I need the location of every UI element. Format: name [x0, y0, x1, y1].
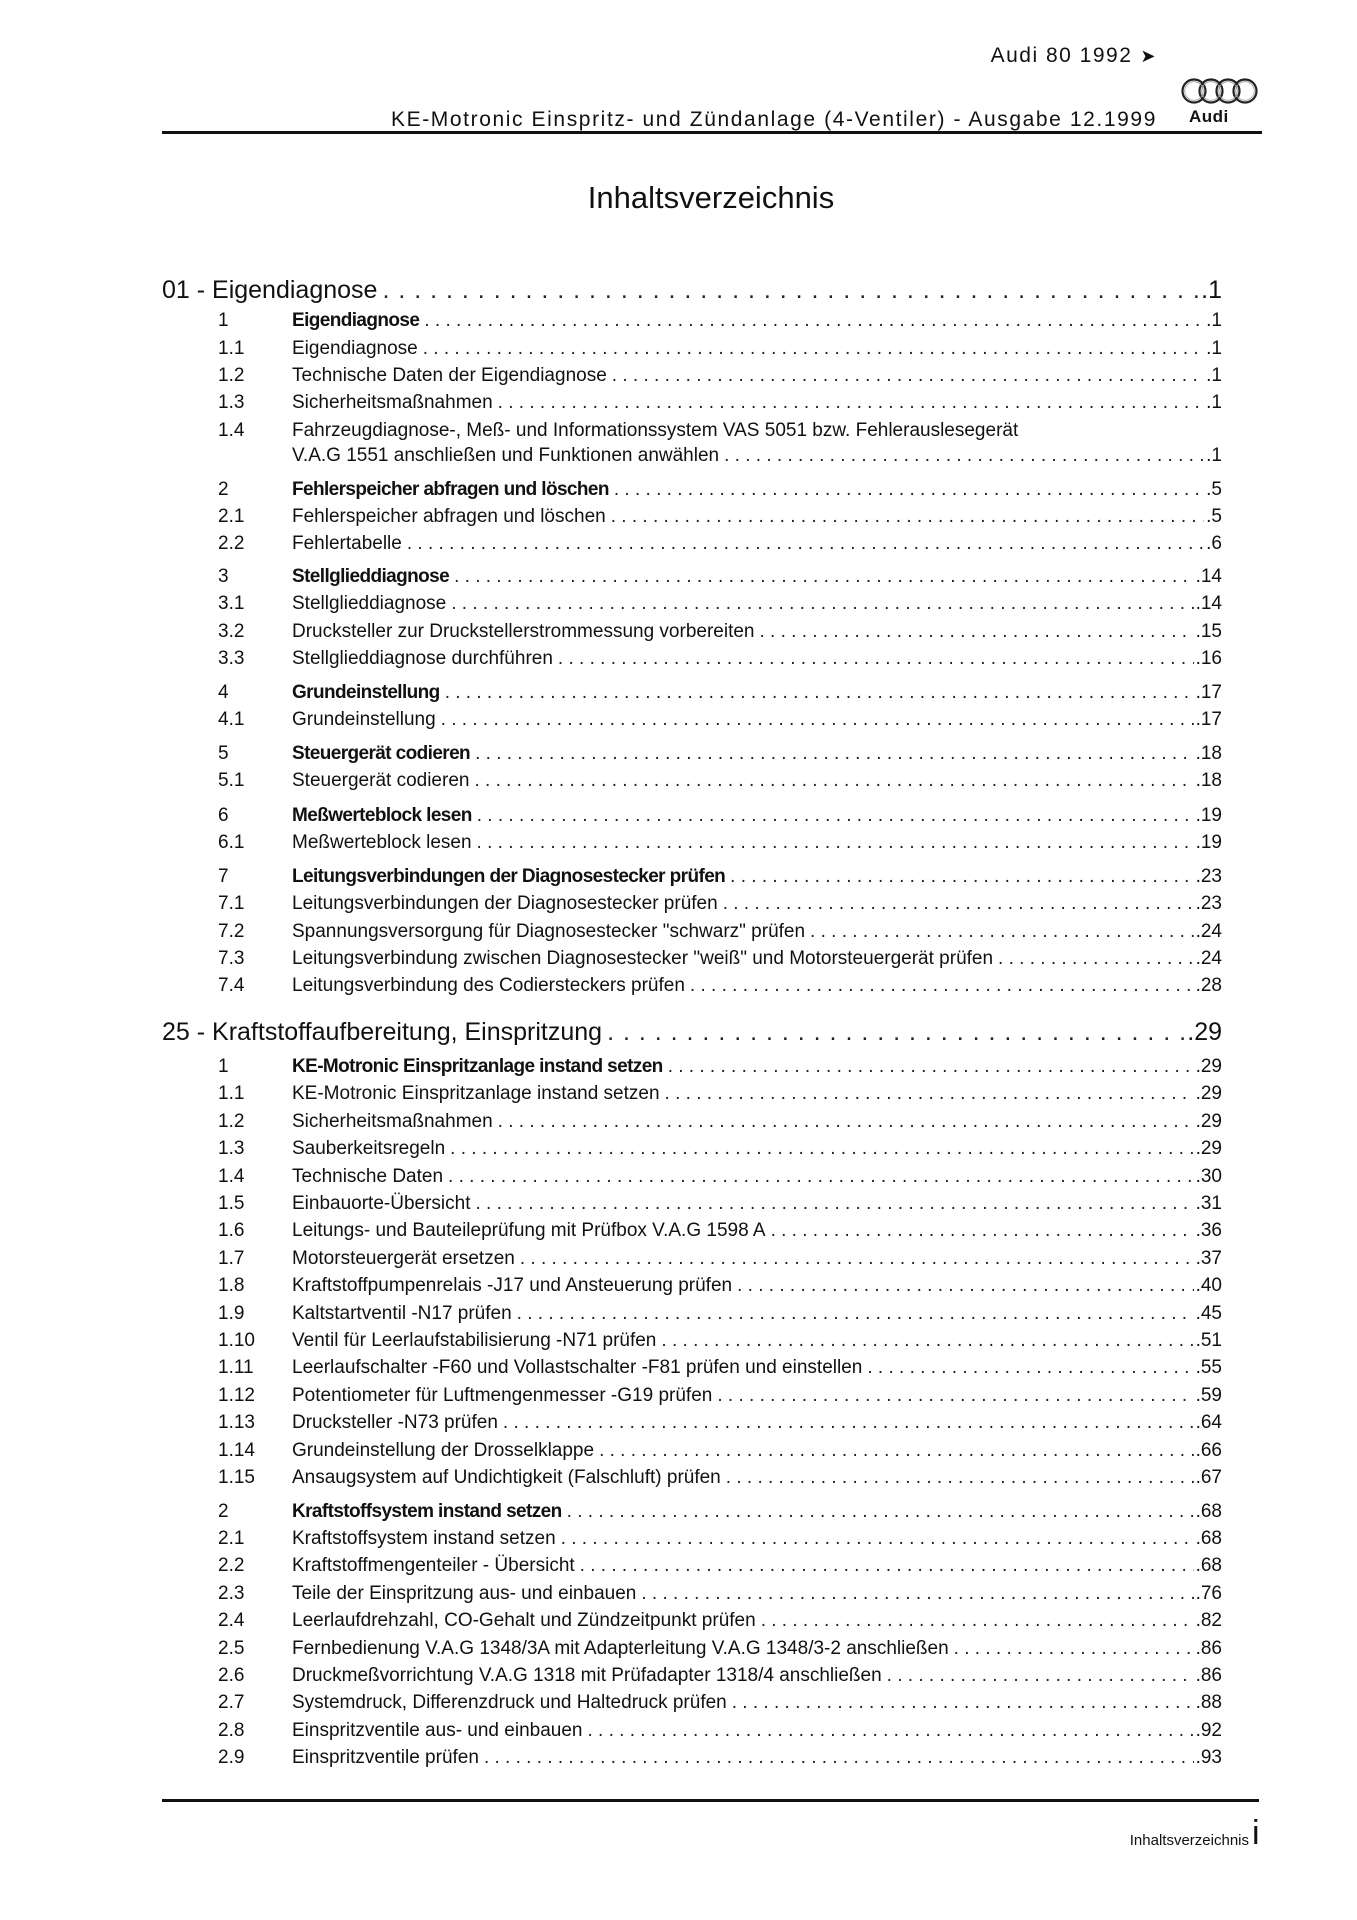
entry-number: 1.12 [218, 1385, 255, 1406]
brand-wordmark: Audi [1189, 107, 1229, 126]
page-number: .1 [1201, 276, 1222, 304]
dot-leader [558, 648, 1194, 670]
entry-title: Einspritzventile aus- und einbauen [292, 1720, 583, 1741]
entry-number: 7 [218, 866, 229, 887]
page-number: .86 [1195, 1638, 1222, 1659]
page-number: .68 [1195, 1501, 1222, 1522]
toc-section-heading[interactable] [162, 1018, 1222, 1047]
entry-number: 1.3 [218, 1138, 245, 1159]
toc-entry[interactable] [218, 1412, 1222, 1434]
entry-number: 1.4 [218, 1166, 245, 1187]
header-model [991, 44, 1157, 68]
entry-number: 2.7 [218, 1692, 245, 1713]
entry-title: Leitungsverbindung des Codiersteckers prüfen [292, 975, 685, 996]
entry-title: Ventil für Leerlaufstabilisierung -N71 prüfen [292, 1330, 657, 1351]
page-number: .66 [1195, 1440, 1222, 1461]
dot-leader [477, 832, 1194, 854]
dot-leader [737, 1275, 1193, 1297]
page-number: .82 [1195, 1610, 1222, 1631]
entry-number: 1.9 [218, 1303, 245, 1324]
dot-leader [475, 1193, 1193, 1215]
entry-number: 1 [218, 1056, 229, 1077]
toc-entry[interactable] [218, 392, 1222, 414]
toc-entry[interactable] [218, 1220, 1222, 1242]
page-number: .1 [1206, 392, 1222, 413]
dot-leader [723, 893, 1194, 915]
dot-leader [423, 338, 1204, 360]
dot-leader [717, 1385, 1193, 1407]
page-number: .16 [1195, 648, 1222, 669]
entry-number: 5 [218, 743, 229, 764]
entry-title: Technische Daten [292, 1166, 444, 1187]
entry-title: Kraftstoffsystem instand setzen [292, 1528, 556, 1549]
entry-title: Systemdruck, Differenzdruck und Haltedruck prüfen [292, 1692, 727, 1713]
entry-number: 2 [218, 1501, 229, 1522]
dot-leader [771, 1220, 1194, 1242]
toc-entry[interactable] [218, 921, 1222, 943]
dot-leader [998, 948, 1194, 970]
entry-title: Stellglieddiagnose [292, 593, 447, 614]
toc-entry[interactable] [218, 621, 1222, 643]
entry-number: 3 [218, 566, 229, 587]
entry-title: Drucksteller zur Druckstellerstrommessung vorbereiten [292, 621, 755, 642]
page-number: .29 [1195, 1083, 1222, 1104]
dot-leader [580, 1555, 1194, 1577]
toc-entry[interactable] [218, 1138, 1222, 1160]
toc-entry[interactable] [218, 1720, 1222, 1742]
page-number: .14 [1195, 593, 1222, 614]
entry-number: 1 [218, 310, 229, 331]
entry-title: Ansaugsystem auf Undichtigkeit (Falschluft) prüfen [292, 1467, 721, 1488]
toc-entry[interactable] [218, 709, 1222, 731]
toc-entry[interactable] [218, 1665, 1222, 1687]
entry-number: 1.13 [218, 1412, 255, 1433]
toc-chapter-entry[interactable] [218, 805, 1222, 827]
entry-number: 1.11 [218, 1357, 254, 1378]
entry-title: Drucksteller -N73 prüfen [292, 1412, 498, 1433]
toc-entry[interactable] [218, 1357, 1222, 1379]
entry-title: Leitungs- und Bauteileprüfung mit Prüfbox V.A.G 1598 A [292, 1220, 766, 1241]
toc-chapter-entry[interactable] [218, 743, 1222, 765]
entry-title: Technische Daten der Eigendiagnose [292, 365, 607, 386]
toc-entry[interactable] [218, 1166, 1222, 1188]
entry-number: 1.2 [218, 1111, 245, 1132]
entry-title: Teile der Einspritzung aus- und einbauen [292, 1583, 637, 1604]
entry-number: 2.1 [218, 1528, 245, 1549]
dot-leader [407, 533, 1204, 555]
entry-title: Fehlerspeicher abfragen und löschen [292, 506, 606, 527]
dot-leader [587, 1720, 1193, 1742]
toc-chapter-entry[interactable] [218, 682, 1222, 704]
toc-entry-continuation[interactable] [218, 445, 1222, 467]
page-number: .18 [1195, 743, 1222, 764]
toc-entry[interactable] [218, 1275, 1222, 1297]
entry-number: 2.4 [218, 1610, 245, 1631]
page-number: .5 [1206, 506, 1222, 527]
toc-entry[interactable] [218, 1303, 1222, 1325]
entry-number: 1.14 [218, 1440, 255, 1461]
toc-entry[interactable] [218, 420, 1222, 442]
toc-entry[interactable] [218, 1385, 1222, 1407]
dot-leader [448, 1166, 1194, 1188]
dot-leader [474, 770, 1193, 792]
toc-chapter-entry[interactable] [218, 566, 1222, 588]
arrow-right-icon: ➤ [1140, 46, 1157, 66]
entry-title: Leitungsverbindung zwischen Diagnosestecker "weiß" und Motorsteuergerät prüfen [292, 948, 994, 969]
toc-entry[interactable] [218, 506, 1222, 528]
dot-leader [484, 1747, 1194, 1769]
toc-entry[interactable] [218, 1610, 1222, 1632]
entry-number: 1.1 [218, 338, 245, 359]
entry-number: 2.1 [218, 506, 245, 527]
model-text: Audi 80 1992 [990, 44, 1133, 67]
page-number: .36 [1195, 1220, 1222, 1241]
page-number: .68 [1195, 1528, 1222, 1549]
toc-entry[interactable] [218, 1248, 1222, 1270]
entry-number: 7.4 [218, 975, 245, 996]
dot-leader [668, 1056, 1194, 1078]
dot-leader [724, 445, 1204, 467]
page-number: .30 [1195, 1166, 1222, 1187]
entry-title: Leitungsverbindungen der Diagnosestecker prüfen [292, 866, 726, 887]
toc-entry[interactable] [218, 948, 1222, 970]
audi-rings-icon [1180, 76, 1262, 106]
entry-title: Grundeinstellung [292, 709, 436, 730]
page-number: .51 [1195, 1330, 1222, 1351]
dot-leader [424, 310, 1204, 332]
toc-entry[interactable] [218, 975, 1222, 997]
page-number: .40 [1195, 1275, 1222, 1296]
page-number: .5 [1206, 479, 1222, 500]
page-number: .31 [1195, 1193, 1222, 1214]
page-number: .88 [1195, 1692, 1222, 1713]
entry-title: Leerlaufschalter -F60 und Vollastschalter -F81 prüfen und einstellen [292, 1357, 863, 1378]
page-number: .29 [1195, 1056, 1222, 1077]
entry-title: Kraftstoffmengenteiler - Übersicht [292, 1555, 575, 1576]
dot-leader [498, 392, 1204, 414]
entry-title: Leitungsverbindungen der Diagnosestecker prüfen [292, 893, 718, 914]
toc-chapter-entry[interactable] [218, 479, 1222, 501]
section-title: 01 - Eigendiagnose [162, 276, 378, 304]
header-subtitle: KE-Motronic Einspritz- und Zündanlage (4-Ventiler) - Ausgabe 12.1999 [390, 108, 1157, 131]
entry-title: Meßwerteblock lesen [292, 805, 472, 826]
page-number: .14 [1195, 566, 1222, 587]
dot-leader [867, 1357, 1193, 1379]
entry-title: Sicherheitsmaßnahmen [292, 1111, 493, 1132]
page-number: .23 [1195, 893, 1222, 914]
toc-entry[interactable] [218, 1330, 1222, 1352]
entry-title: Meßwerteblock lesen [292, 832, 472, 853]
entry-title: Fehlerspeicher abfragen und löschen [292, 479, 609, 500]
dot-leader [477, 805, 1194, 827]
dot-leader [726, 1467, 1194, 1489]
entry-title: Stellglieddiagnose durchführen [292, 648, 553, 669]
dot-leader [665, 1083, 1194, 1105]
toc-entry[interactable] [218, 770, 1222, 792]
entry-number: 1.7 [218, 1248, 245, 1269]
page-number: .68 [1195, 1555, 1222, 1576]
entry-number: 1.8 [218, 1275, 245, 1296]
entry-number: 1.2 [218, 365, 245, 386]
dot-leader [732, 1692, 1194, 1714]
header-divider [162, 131, 1262, 134]
entry-number: 1.1 [218, 1083, 245, 1104]
toc-chapter-entry[interactable] [218, 1056, 1222, 1078]
toc-entry[interactable] [218, 593, 1222, 615]
dot-leader [567, 1501, 1194, 1523]
toc-entry[interactable] [218, 1638, 1222, 1660]
entry-number: 7.2 [218, 921, 245, 942]
entry-title: Fahrzeugdiagnose-, Meß- und Informationssystem VAS 5051 bzw. Fehlerauslesegerät [292, 420, 1019, 441]
entry-title: Sauberkeitsregeln [292, 1138, 446, 1159]
toc-entry[interactable] [218, 533, 1222, 555]
entry-title: Steuergerät codieren [292, 770, 470, 791]
entry-title: Kaltstartventil -N17 prüfen [292, 1303, 512, 1324]
dot-leader [690, 975, 1194, 997]
page-number: .28 [1195, 975, 1222, 996]
page-number: .67 [1195, 1467, 1222, 1488]
page-number: .93 [1195, 1747, 1222, 1768]
page-number: .29 [1195, 1111, 1222, 1132]
entry-number: 1.10 [218, 1330, 255, 1351]
dot-leader [475, 743, 1194, 765]
entry-title: Kraftstoffsystem instand setzen [292, 1501, 562, 1522]
page-number: .45 [1195, 1303, 1222, 1324]
entry-number: 7.3 [218, 948, 245, 969]
toc-entry[interactable] [218, 338, 1222, 360]
dot-leader [454, 566, 1194, 588]
dot-leader [382, 276, 1199, 305]
dot-leader [450, 1138, 1193, 1160]
entry-number: 3.3 [218, 648, 245, 669]
dot-leader [517, 1303, 1194, 1325]
entry-title: Druckmeßvorrichtung V.A.G 1318 mit Prüfadapter 1318/4 anschließen [292, 1665, 882, 1686]
dot-leader [445, 682, 1194, 704]
entry-number: 4 [218, 682, 229, 703]
page-number: .23 [1195, 866, 1222, 887]
page-number: .15 [1195, 621, 1222, 642]
entry-number: 2.9 [218, 1747, 245, 1768]
entry-number: 1.3 [218, 392, 245, 413]
entry-title-continued: V.A.G 1551 anschließen und Funktionen anwählen [292, 445, 720, 466]
page-number: .86 [1195, 1665, 1222, 1686]
toc-entry[interactable] [218, 832, 1222, 854]
entry-title: Fehlertabelle [292, 533, 402, 554]
page-number: .17 [1195, 709, 1222, 730]
page-number: .1 [1206, 365, 1222, 386]
entry-number: 3.2 [218, 621, 245, 642]
dot-leader [810, 921, 1194, 943]
dot-leader [761, 1610, 1194, 1632]
page-number: .19 [1195, 832, 1222, 853]
entry-number: 2.2 [218, 533, 245, 554]
entry-number: 2.3 [218, 1583, 245, 1604]
toc-entry[interactable] [218, 1193, 1222, 1215]
dot-leader [759, 621, 1193, 643]
entry-title: Motorsteuergerät ersetzen [292, 1248, 515, 1269]
dot-leader [441, 709, 1194, 731]
page-number: .37 [1195, 1248, 1222, 1269]
entry-title: Eigendiagnose [292, 310, 420, 331]
entry-number: 6 [218, 805, 229, 826]
dot-leader [954, 1638, 1194, 1660]
toc-entry[interactable] [218, 648, 1222, 670]
toc-entry[interactable] [218, 1111, 1222, 1133]
page-title: Inhaltsverzeichnis [587, 180, 835, 215]
dot-leader [611, 506, 1204, 528]
toc-entry[interactable] [218, 1440, 1222, 1462]
entry-title: Einspritzventile prüfen [292, 1747, 479, 1768]
page-number: .59 [1195, 1385, 1222, 1406]
entry-title: Eigendiagnose [292, 338, 418, 359]
page-number: .92 [1195, 1720, 1222, 1741]
entry-number: 2.5 [218, 1638, 245, 1659]
dot-leader [520, 1248, 1194, 1270]
entry-title: Steuergerät codieren [292, 743, 471, 764]
toc-chapter-entry[interactable] [218, 866, 1222, 888]
page-number: .6 [1206, 533, 1222, 554]
entry-number: 5.1 [218, 770, 245, 791]
page-number: .64 [1195, 1412, 1222, 1433]
page-number: .76 [1195, 1583, 1222, 1604]
dot-leader [599, 1440, 1194, 1462]
entry-title: Potentiometer für Luftmengenmesser -G19 prüfen [292, 1385, 713, 1406]
entry-title: KE-Motronic Einspritzanlage instand setzen [292, 1056, 663, 1077]
entry-number: 3.1 [218, 593, 245, 614]
entry-title: Stellglieddiagnose [292, 566, 450, 587]
dot-leader [887, 1665, 1194, 1687]
entry-number: 4.1 [218, 709, 245, 730]
entry-title: Spannungsversorgung für Diagnosestecker "schwarz" prüfen [292, 921, 806, 942]
entry-number: 6.1 [218, 832, 245, 853]
dot-leader [661, 1330, 1193, 1352]
toc-entry[interactable] [218, 1692, 1222, 1714]
toc-entry[interactable] [218, 893, 1222, 915]
page-number: .29 [1187, 1018, 1222, 1046]
entry-number: 1.6 [218, 1220, 245, 1241]
entry-title: Kraftstoffpumpenrelais -J17 und Ansteuerung prüfen [292, 1275, 733, 1296]
entry-number: 1.5 [218, 1193, 245, 1214]
entry-title: Einbauorte-Übersicht [292, 1193, 471, 1214]
dot-leader [641, 1583, 1193, 1605]
page-number: .1 [1206, 338, 1222, 359]
entry-number: 2.2 [218, 1555, 245, 1576]
footer-label: Inhaltsverzeichnis [1129, 1832, 1249, 1849]
dot-leader [614, 479, 1204, 501]
toc-entry[interactable] [218, 1555, 1222, 1577]
entry-number: 2.8 [218, 1720, 245, 1741]
dot-leader [607, 1018, 1185, 1047]
toc-entry[interactable] [218, 1467, 1222, 1489]
section-title: 25 - Kraftstoffaufbereitung, Einspritzung [162, 1018, 603, 1046]
page-number: .1 [1206, 310, 1222, 331]
dot-leader [498, 1111, 1194, 1133]
page-number: .18 [1195, 770, 1222, 791]
toc-entry[interactable] [218, 1747, 1222, 1769]
dot-leader [730, 866, 1193, 888]
toc-chapter-entry[interactable] [218, 310, 1222, 332]
dot-leader [612, 365, 1204, 387]
entry-number: 2.6 [218, 1665, 245, 1686]
page-number: .19 [1195, 805, 1222, 826]
entry-title: Sicherheitsmaßnahmen [292, 392, 493, 413]
dot-leader [503, 1412, 1194, 1434]
entry-number: 7.1 [218, 893, 245, 914]
toc-section-heading[interactable] [162, 276, 1222, 305]
footer-page-number: i [1252, 1814, 1260, 1852]
page-number: .17 [1195, 682, 1222, 703]
toc-entry[interactable] [218, 1583, 1222, 1605]
entry-title: Grundeinstellung der Drosselklappe [292, 1440, 595, 1461]
toc-entry[interactable] [218, 365, 1222, 387]
entry-number: 1.15 [218, 1467, 255, 1488]
page-number: .24 [1195, 921, 1222, 942]
entry-title: KE-Motronic Einspritzanlage instand setzen [292, 1083, 660, 1104]
footer-divider [162, 1799, 1259, 1802]
audi-logo [1180, 76, 1262, 132]
page-number: .29 [1195, 1138, 1222, 1159]
dot-leader [451, 593, 1193, 615]
toc-chapter-entry[interactable] [218, 1501, 1222, 1523]
entry-number: 2 [218, 479, 229, 500]
page-number: .1 [1206, 445, 1222, 466]
entry-title: Fernbedienung V.A.G 1348/3A mit Adapterleitung V.A.G 1348/3-2 anschließen [292, 1638, 949, 1659]
toc-entry[interactable] [218, 1528, 1222, 1550]
dot-leader [561, 1528, 1194, 1550]
entry-title: Grundeinstellung [292, 682, 440, 703]
toc-entry[interactable] [218, 1083, 1222, 1105]
entry-number: 1.4 [218, 420, 245, 441]
page-number: .55 [1195, 1357, 1222, 1378]
page-number: .24 [1195, 948, 1222, 969]
entry-title: Leerlaufdrehzahl, CO-Gehalt und Zündzeitpunkt prüfen [292, 1610, 756, 1631]
